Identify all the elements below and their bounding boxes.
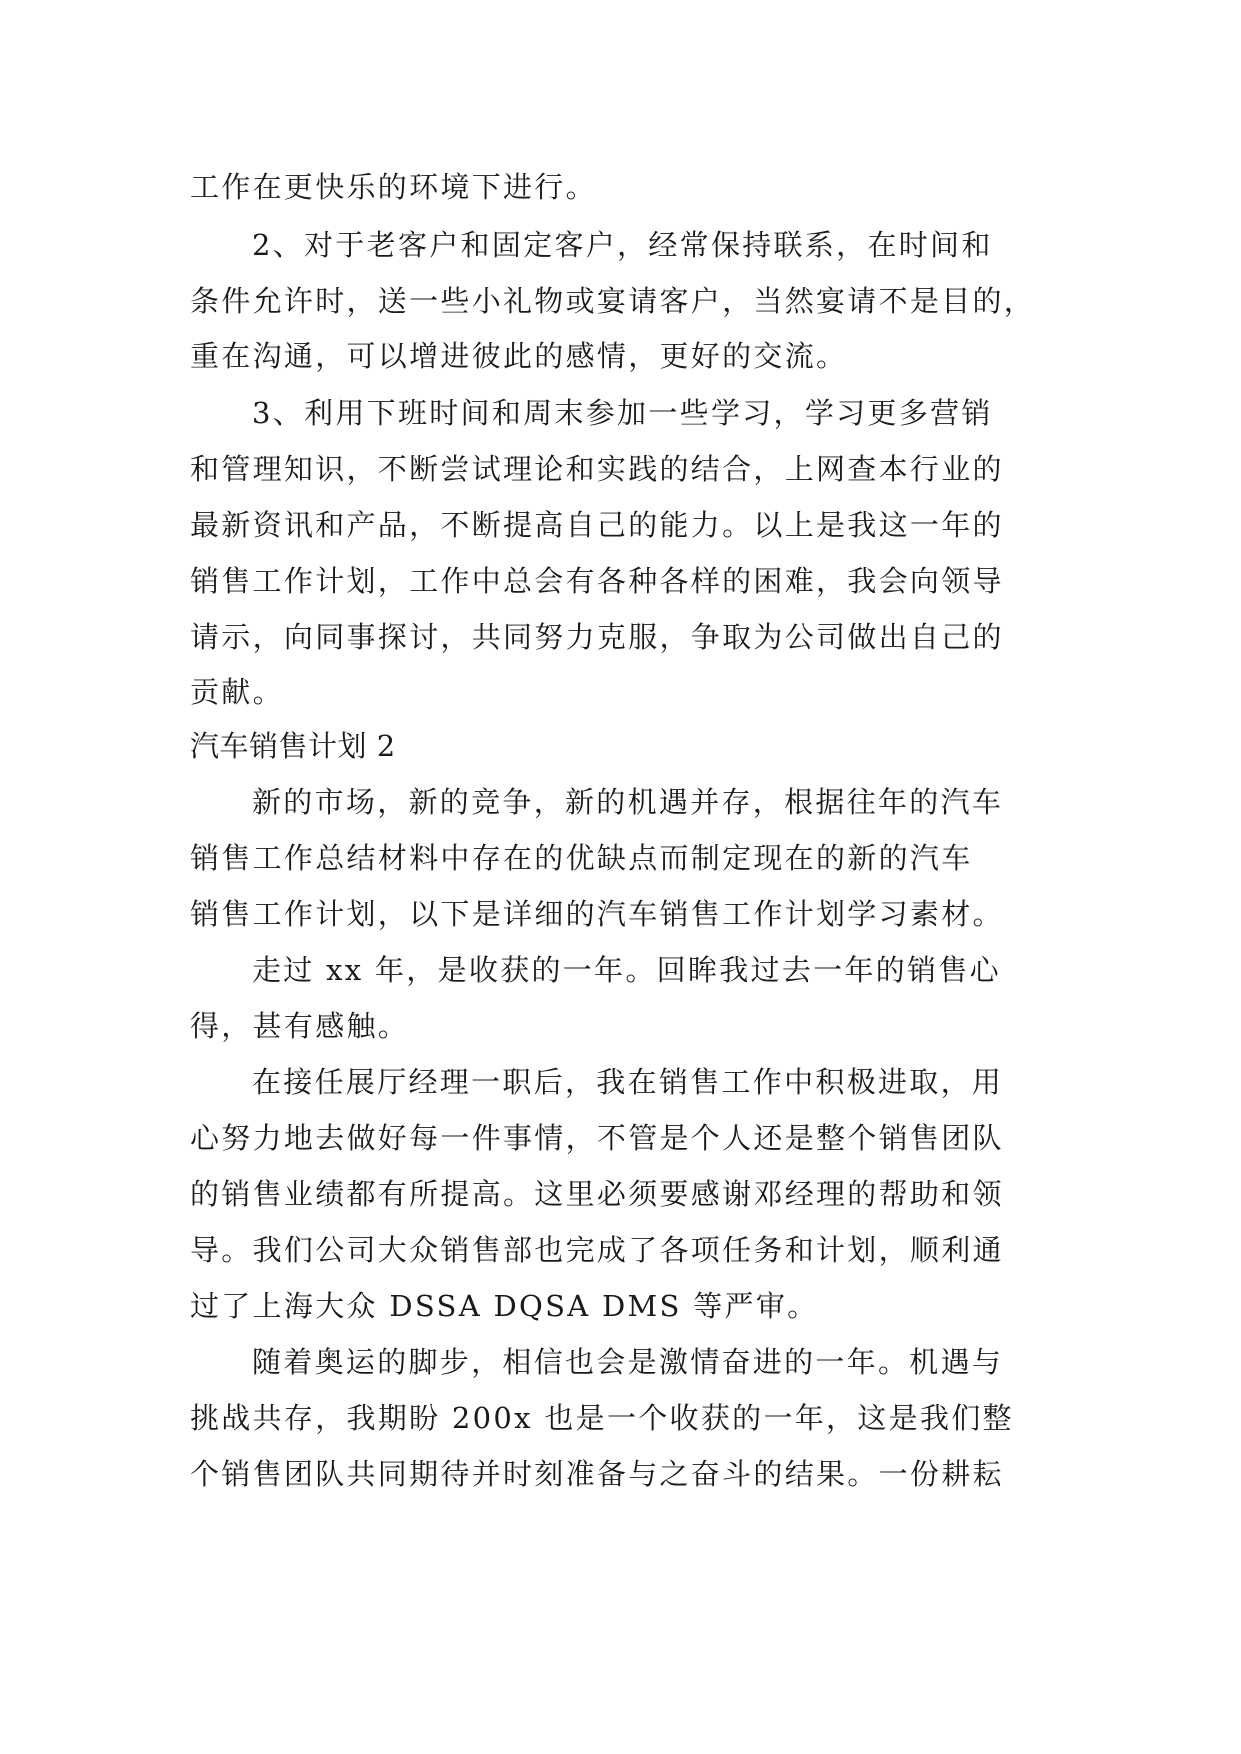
text-line: 个销售团队共同期待并时刻准备与之奋斗的结果。一份耕耘 [190,1457,1004,1491]
text-line: 工作在更快乐的环境下进行。 [190,170,597,204]
text-line: 得，甚有感触。 [190,1009,410,1043]
paragraph-start: 随着奥运的脚步，相信也会是激情奋进的一年。机遇与 [252,1345,1004,1379]
paragraph-item-3-start: 3、利用下班时间和周末参加一些学习，学习更多营销 [252,396,993,430]
text-line: 心努力地去做好每一件事情，不管是个人还是整个销售团队 [190,1121,1004,1155]
text-line: 过了上海大众 DSSA DQSA DMS 等严审。 [190,1289,819,1323]
paragraph-start: 走过 xx 年，是收获的一年。回眸我过去一年的销售心 [252,953,1001,987]
text-line: 最新资讯和产品，不断提高自己的能力。以上是我这一年的 [190,508,1004,542]
paragraph-item-2-start: 2、对于老客户和固定客户，经常保持联系，在时间和 [252,228,993,262]
text-line: 重在沟通，可以增进彼此的感情，更好的交流。 [190,339,848,373]
paragraph-start: 在接任展厅经理一职后，我在销售工作中积极进取，用 [252,1065,1004,1099]
text-line: 销售工作计划，工作中总会有各种各样的困难，我会向领导 [190,564,1004,598]
paragraph-start: 新的市场，新的竞争，新的机遇并存，根据往年的汽车 [252,785,1004,819]
text-line: 的销售业绩都有所提高。这里必须要感谢邓经理的帮助和领 [190,1177,1004,1211]
section-heading: 汽车销售计划 2 [190,729,396,763]
text-line: 销售工作总结材料中存在的优缺点而制定现在的新的汽车 [190,841,973,875]
text-line: 贡献。 [190,675,284,709]
text-line: 销售工作计划，以下是详细的汽车销售工作计划学习素材。 [190,897,1004,931]
text-line: 导。我们公司大众销售部也完成了各项任务和计划，顺利通 [190,1233,1004,1267]
text-line: 和管理知识，不断尝试理论和实践的结合，上网查本行业的 [190,452,1004,486]
text-line: 挑战共存，我期盼 200x 也是一个收获的一年，这是我们整 [190,1401,1014,1435]
text-line: 条件允许时，送一些小礼物或宴请客户，当然宴请不是目的， [190,284,1036,318]
text-line: 请示，向同事探讨，共同努力克服，争取为公司做出自己的 [190,620,1004,654]
